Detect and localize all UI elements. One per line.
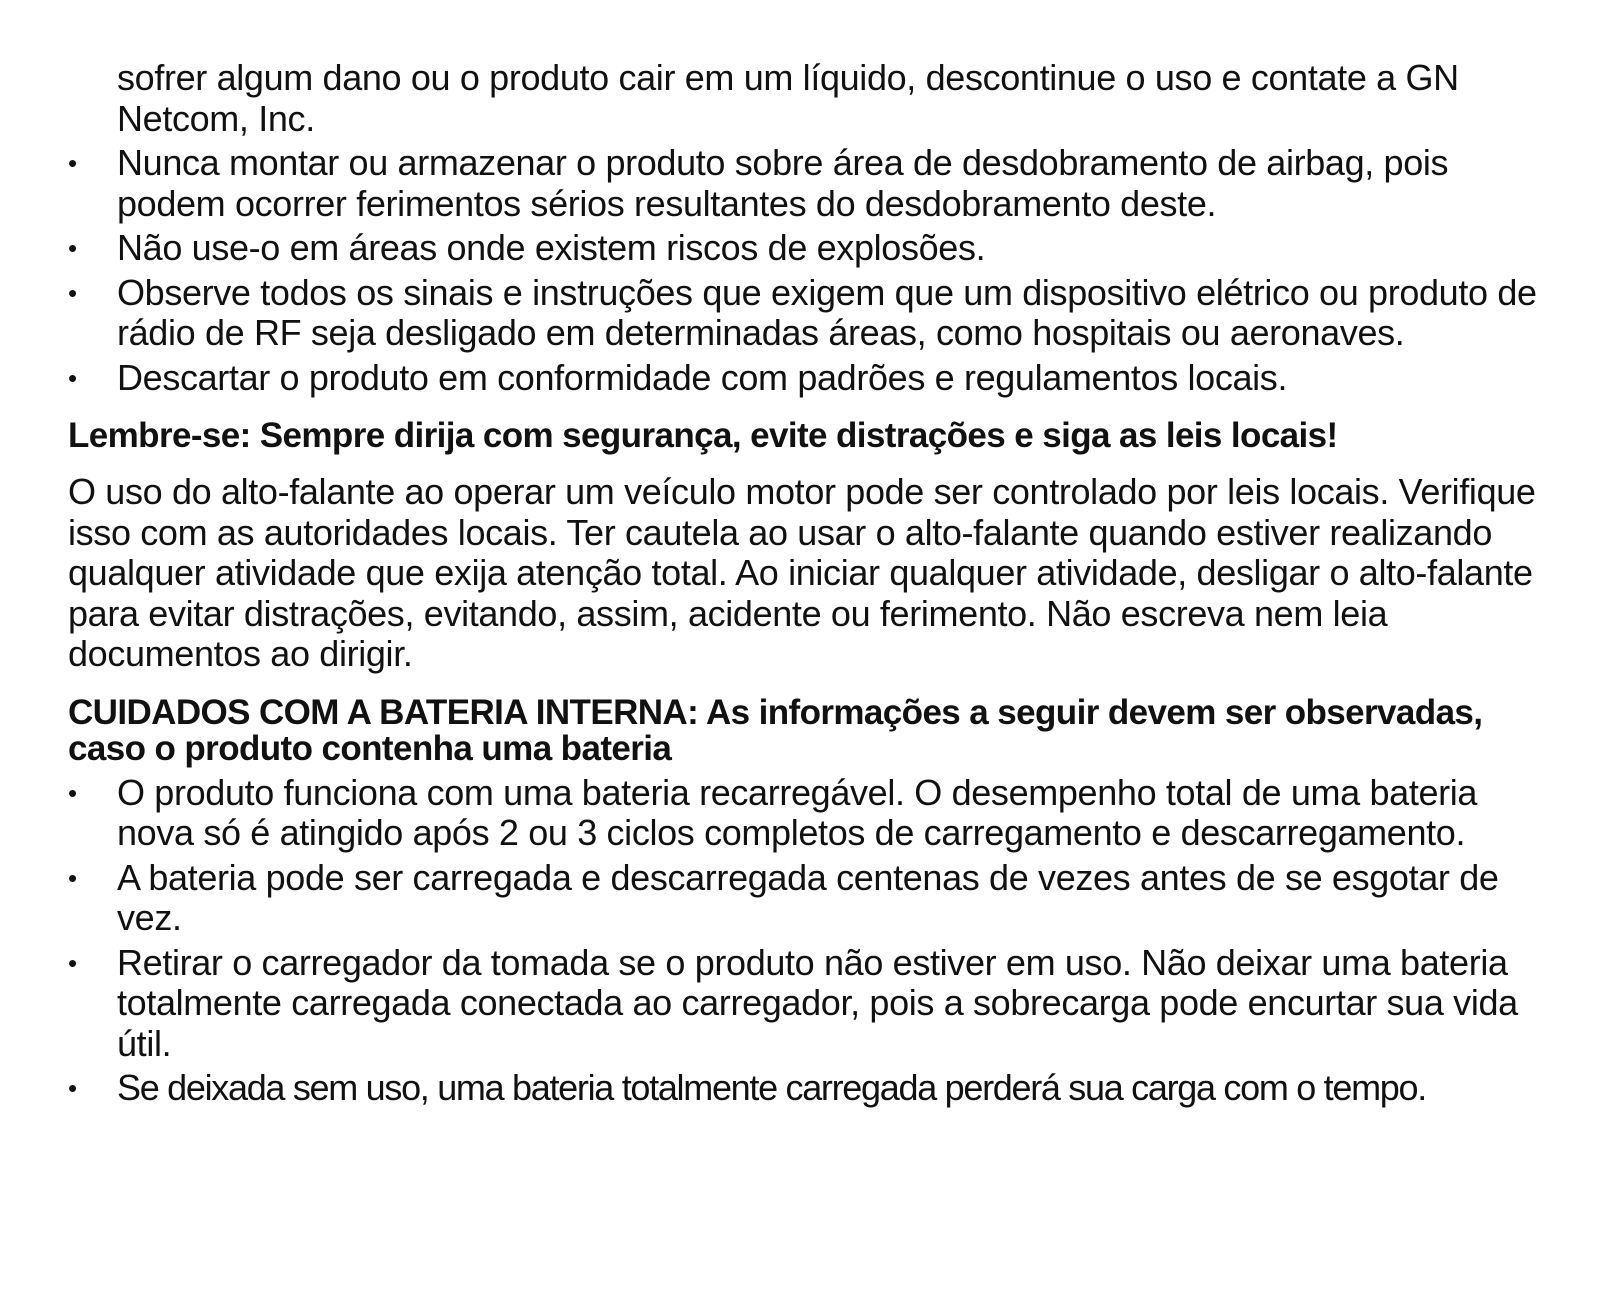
document-page	[68, 58, 1558, 1113]
list-item-text: Não use-o em áreas onde existem riscos de explosões.	[117, 227, 986, 268]
bullet-icon: •	[68, 277, 77, 308]
list-item-text: sofrer algum dano ou o produto cair em um líquido, descontinue o uso e contate a GN Netcom, Inc.	[117, 57, 1459, 139]
list-item	[68, 858, 1558, 939]
bullet-icon: •	[68, 862, 77, 893]
list-item	[68, 1068, 1558, 1109]
bullet-icon: •	[68, 1073, 76, 1103]
list-item-text: Observe todos os sinais e instruções que exigem que um dispositivo elétrico ou produto de rádio de RF seja desligado em determinadas áreas, como hospitais ou aeronaves.	[117, 271, 1537, 353]
safety-list	[68, 58, 1558, 398]
bullet-icon: •	[68, 947, 77, 978]
list-item-text: Descartar o produto em conformidade com padrões e regulamentos locais.	[117, 356, 1288, 398]
reminder-heading: Lembre-se: Sempre dirija com segurança, evite distrações e siga as leis locais!	[68, 416, 1338, 455]
list-item	[68, 228, 1558, 269]
list-item	[68, 358, 1558, 399]
battery-heading: CUIDADOS COM A BATERIA INTERNA: As informações a seguir devem ser observadas, caso o produto contenha uma bateria	[68, 692, 1483, 768]
list-item	[68, 773, 1558, 854]
bullet-icon: •	[68, 777, 77, 808]
reminder-paragraph: O uso do alto-falante ao operar um veículo motor pode ser controlado por leis locais. Verifique isso com as autoridades locais. Ter cautela ao usar o alto-falante quando estiver realizando qualquer atividade que exija atenção total. Ao iniciar qualquer atividade, desligar o alto-falante para evitar distrações, evitando, assim, acidente ou ferimento. Não escreva nem leia documentos ao dirigir.	[68, 471, 1536, 674]
list-item-continuation	[68, 58, 1558, 139]
list-item	[68, 273, 1558, 354]
list-item-text: Se deixada sem uso, uma bateria totalmente carregada perderá sua carga com o tempo.	[117, 1067, 1426, 1108]
bullet-icon: •	[68, 233, 77, 263]
bullet-icon: •	[68, 148, 77, 178]
list-item-text: Nunca montar ou armazenar o produto sobre área de desdobramento de airbag, pois podem ocorrer ferimentos sérios resultantes do desdobramento deste.	[117, 142, 1449, 224]
list-item-text: O produto funciona com uma bateria recarregável. O desempenho total de uma bateria nova só é atingido após 2 ou 3 ciclos completos de carregamento e descarregamento.	[117, 771, 1478, 853]
battery-list	[68, 773, 1558, 1109]
list-item	[68, 943, 1558, 1065]
list-item-text: Retirar o carregador da tomada se o produto não estiver em uso. Não deixar uma bateria totalmente carregada conectada ao carregador, pois a sobrecarga pode encurtar sua vida útil.	[117, 941, 1518, 1064]
bullet-icon: •	[68, 362, 77, 393]
list-item	[68, 143, 1558, 224]
list-item-text: A bateria pode ser carregada e descarregada centenas de vezes antes de se esgotar de vez.	[117, 856, 1499, 938]
